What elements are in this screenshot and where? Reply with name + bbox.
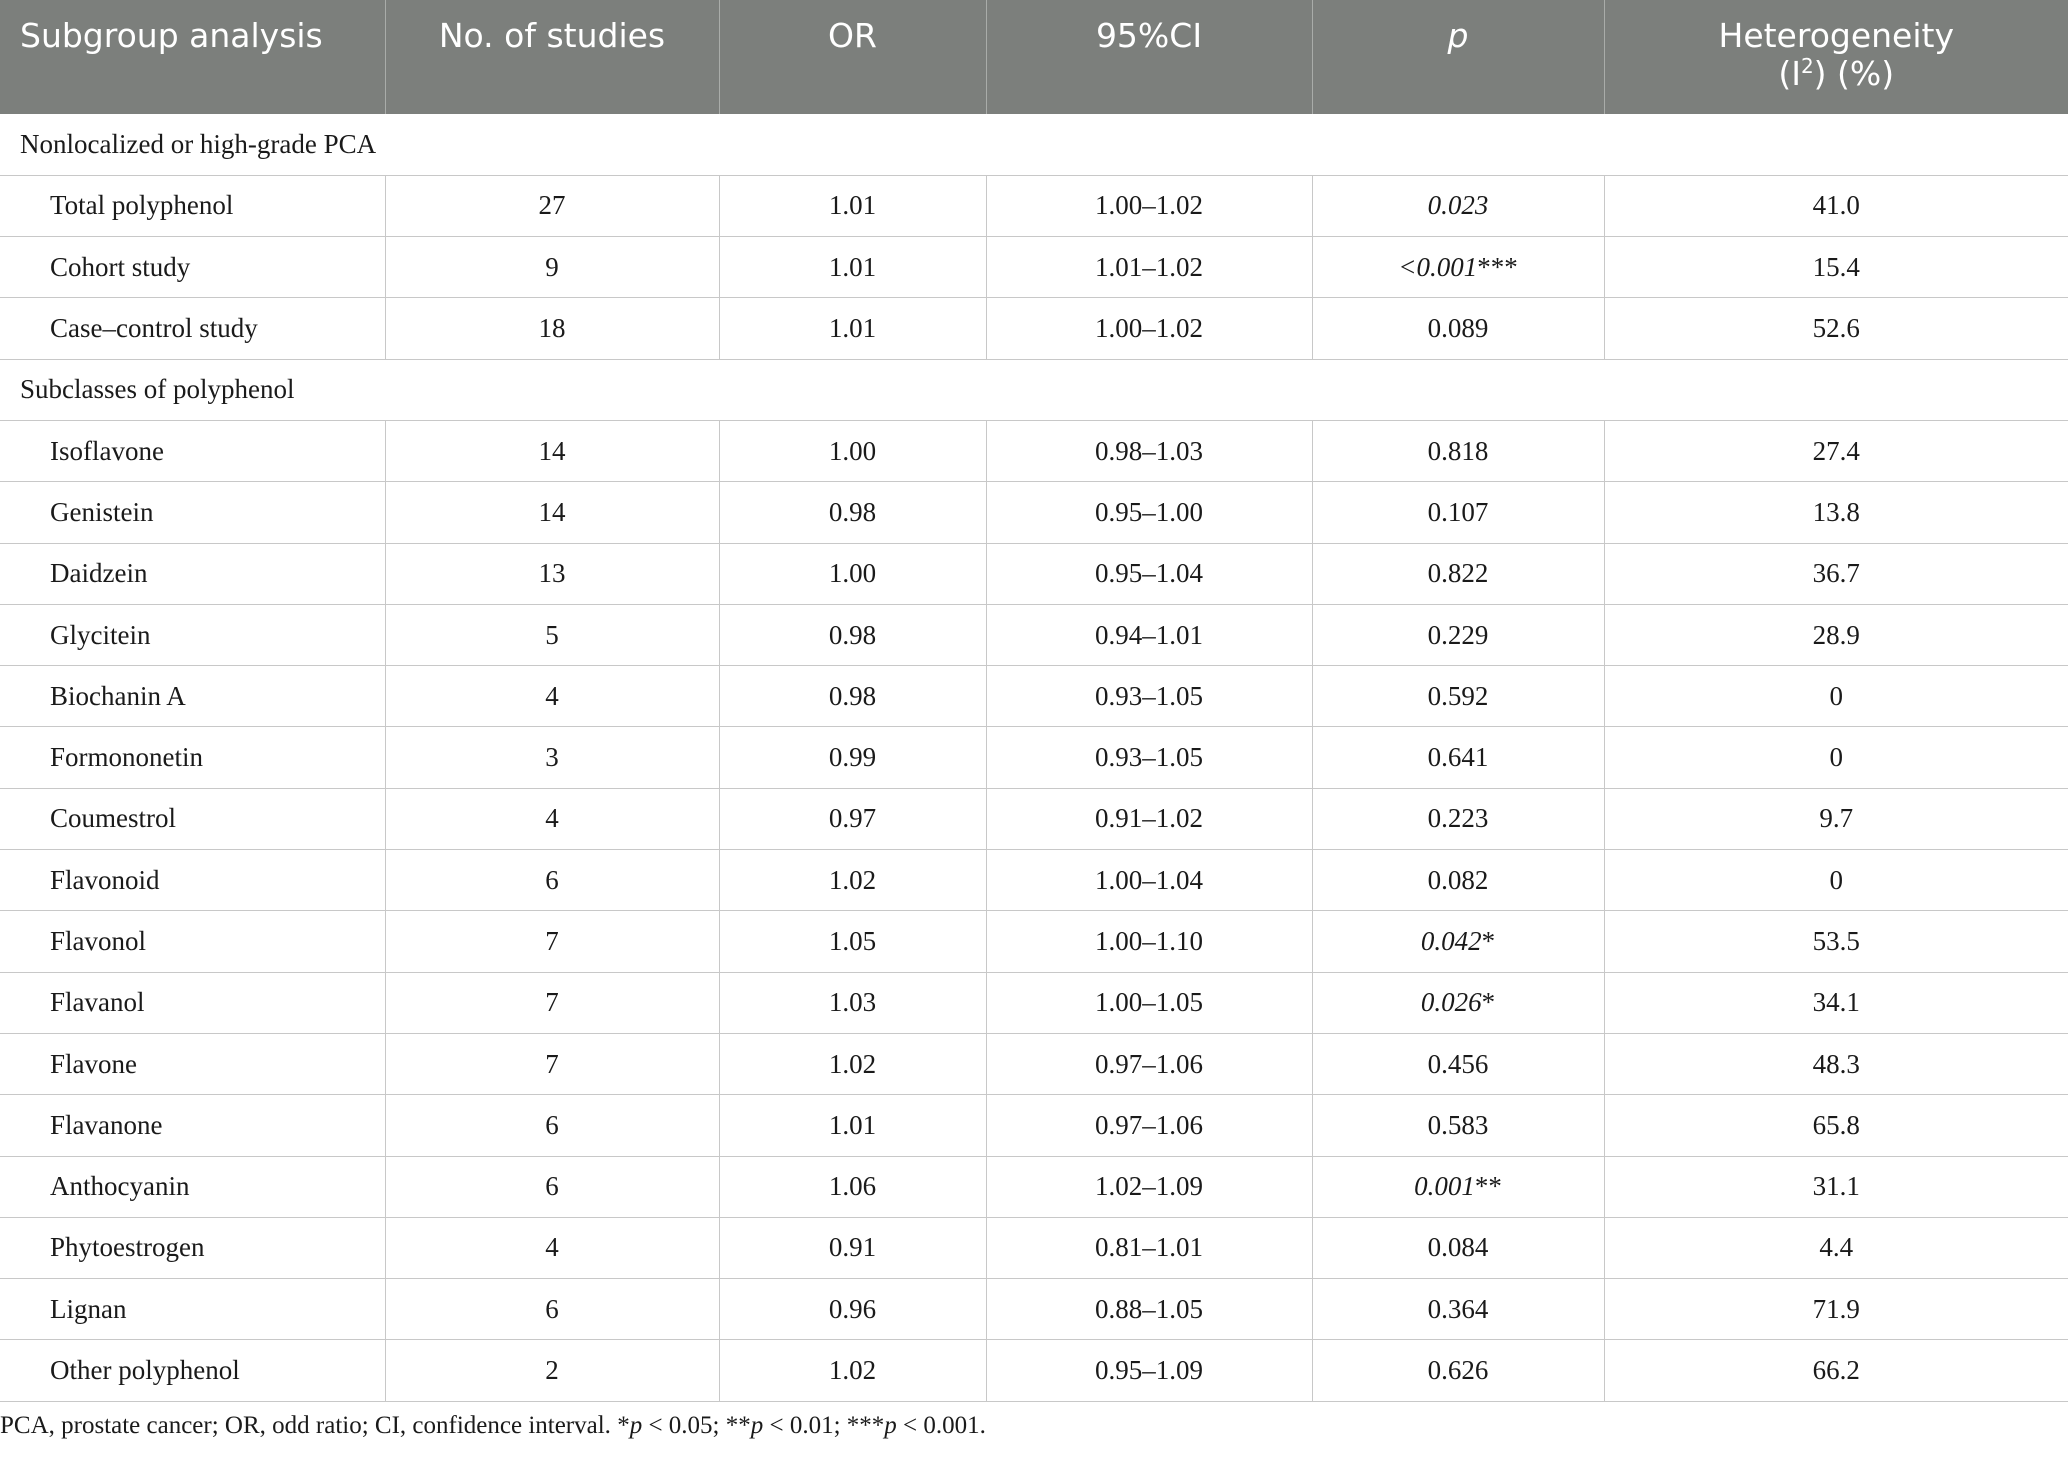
p-significance-mark: ***: [1477, 251, 1518, 282]
footnote-sig1-mark: *: [617, 1412, 630, 1439]
p-value-text: 0.592: [1427, 680, 1489, 711]
table-footnote: [0, 1412, 986, 1440]
table-row: [0, 1156, 2068, 1217]
cell-no-of-studies: 6: [385, 850, 719, 911]
cell-95-ci: 0.95–1.04: [986, 543, 1312, 604]
cell-95-ci: 0.88–1.05: [986, 1279, 1312, 1340]
cell-no-of-studies: 3: [385, 727, 719, 788]
p-value-text: 0.229: [1427, 619, 1489, 650]
cell-p-value: [1312, 850, 1604, 911]
table-row: [0, 911, 2068, 972]
cell-95-ci: 0.97–1.06: [986, 1033, 1312, 1094]
cell-subgroup: Genistein: [0, 482, 385, 543]
cell-or: 1.01: [719, 298, 986, 359]
cell-p-value: [1312, 727, 1604, 788]
section-header-row: [0, 114, 2068, 175]
cell-subgroup: Anthocyanin: [0, 1156, 385, 1217]
cell-p-value: [1312, 1217, 1604, 1278]
p-value-text: 0.042: [1420, 926, 1482, 956]
cell-p-value: [1312, 420, 1604, 481]
cell-no-of-studies: 5: [385, 604, 719, 665]
cell-or: 0.97: [719, 788, 986, 849]
cell-no-of-studies: 14: [385, 482, 719, 543]
cell-or: 1.02: [719, 850, 986, 911]
cell-95-ci: 1.00–1.10: [986, 911, 1312, 972]
cell-or: 0.91: [719, 1217, 986, 1278]
cell-subgroup: Phytoestrogen: [0, 1217, 385, 1278]
table-row: [0, 175, 2068, 236]
cell-or: 1.00: [719, 543, 986, 604]
cell-heterogeneity: 0: [1604, 850, 2068, 911]
cell-heterogeneity: 13.8: [1604, 482, 2068, 543]
cell-heterogeneity: 28.9: [1604, 604, 2068, 665]
section-title: Nonlocalized or high-grade PCA: [0, 114, 2068, 175]
cell-or: 0.96: [719, 1279, 986, 1340]
cell-p-value: [1312, 1279, 1604, 1340]
table-body: [0, 114, 2068, 1401]
cell-subgroup: Other polyphenol: [0, 1340, 385, 1401]
p-value-text: 0.107: [1427, 496, 1489, 527]
p-value-text: 0.583: [1427, 1109, 1489, 1140]
p-value-text: 0.223: [1427, 803, 1489, 834]
cell-heterogeneity: 53.5: [1604, 911, 2068, 972]
cell-heterogeneity: 4.4: [1604, 1217, 2068, 1278]
cell-95-ci: 1.02–1.09: [986, 1156, 1312, 1217]
cell-heterogeneity: 66.2: [1604, 1340, 2068, 1401]
header-heterogeneity-post: ) (%): [1813, 53, 1895, 93]
cell-subgroup: Isoflavone: [0, 420, 385, 481]
cell-no-of-studies: 7: [385, 1033, 719, 1094]
p-value-text: 0.001: [1414, 1171, 1475, 1202]
cell-subgroup: Total polyphenol: [0, 175, 385, 236]
cell-p-value: [1312, 666, 1604, 727]
p-value-text: 0.082: [1427, 864, 1489, 895]
cell-95-ci: 1.00–1.05: [986, 972, 1312, 1033]
cell-95-ci: 0.98–1.03: [986, 420, 1312, 481]
p-value-text: 0.089: [1427, 313, 1489, 344]
cell-heterogeneity: 36.7: [1604, 543, 2068, 604]
cell-no-of-studies: 7: [385, 972, 719, 1033]
header-heterogeneity-sup: 2: [1800, 53, 1814, 78]
cell-no-of-studies: 7: [385, 911, 719, 972]
cell-or: 1.06: [719, 1156, 986, 1217]
cell-95-ci: 0.93–1.05: [986, 666, 1312, 727]
cell-or: 0.98: [719, 666, 986, 727]
cell-or: 1.01: [719, 1095, 986, 1156]
header-or: OR: [719, 0, 986, 114]
cell-no-of-studies: 27: [385, 175, 719, 236]
cell-p-value: [1312, 1156, 1604, 1217]
cell-95-ci: 0.81–1.01: [986, 1217, 1312, 1278]
cell-or: 0.98: [719, 604, 986, 665]
header-heterogeneity-line1: Heterogeneity: [1718, 16, 1954, 55]
cell-p-value: [1312, 175, 1604, 236]
cell-subgroup: Flavanone: [0, 1095, 385, 1156]
cell-95-ci: 1.01–1.02: [986, 237, 1312, 298]
table-row: [0, 1033, 2068, 1094]
p-significance-mark: **: [1474, 1171, 1502, 1202]
cell-no-of-studies: 6: [385, 1156, 719, 1217]
cell-no-of-studies: 2: [385, 1340, 719, 1401]
cell-subgroup: Flavonoid: [0, 850, 385, 911]
cell-subgroup: Case–control study: [0, 298, 385, 359]
cell-subgroup: Cohort study: [0, 237, 385, 298]
cell-p-value: [1312, 298, 1604, 359]
table-row: [0, 604, 2068, 665]
cell-subgroup: Biochanin A: [0, 666, 385, 727]
table-row: [0, 788, 2068, 849]
table-header: [0, 0, 2068, 114]
cell-heterogeneity: 31.1: [1604, 1156, 2068, 1217]
cell-heterogeneity: 52.6: [1604, 298, 2068, 359]
header-p-label: p: [1447, 16, 1469, 55]
p-value-text: 0.364: [1427, 1293, 1489, 1324]
cell-p-value: [1312, 1340, 1604, 1401]
cell-95-ci: 0.91–1.02: [986, 788, 1312, 849]
footnote-sig2-value: < 0.01;: [763, 1412, 847, 1439]
cell-no-of-studies: 4: [385, 666, 719, 727]
cell-subgroup: Coumestrol: [0, 788, 385, 849]
p-value-text: 0.641: [1427, 742, 1489, 773]
cell-heterogeneity: 34.1: [1604, 972, 2068, 1033]
table-row: [0, 972, 2068, 1033]
p-value-text: 0.084: [1427, 1232, 1489, 1263]
cell-95-ci: 0.94–1.01: [986, 604, 1312, 665]
cell-95-ci: 1.00–1.02: [986, 298, 1312, 359]
p-value-text: 0.818: [1427, 435, 1489, 466]
cell-or: 1.02: [719, 1340, 986, 1401]
cell-no-of-studies: 4: [385, 1217, 719, 1278]
table-row: [0, 850, 2068, 911]
cell-p-value: [1312, 237, 1604, 298]
p-value-text: 0.626: [1427, 1355, 1489, 1386]
cell-subgroup: Flavanol: [0, 972, 385, 1033]
cell-heterogeneity: 71.9: [1604, 1279, 2068, 1340]
table-row: [0, 298, 2068, 359]
p-value-text: 0.026: [1420, 987, 1482, 1018]
cell-95-ci: 0.97–1.06: [986, 1095, 1312, 1156]
cell-subgroup: Lignan: [0, 1279, 385, 1340]
footnote-sig2-mark: **: [725, 1412, 751, 1439]
cell-95-ci: 1.00–1.04: [986, 850, 1312, 911]
header-row: [0, 0, 2068, 114]
cell-subgroup: Flavone: [0, 1033, 385, 1094]
section-header-row: [0, 359, 2068, 420]
table-row: [0, 237, 2068, 298]
p-value-text: <0.001: [1398, 251, 1478, 282]
cell-heterogeneity: 65.8: [1604, 1095, 2068, 1156]
cell-no-of-studies: 9: [385, 237, 719, 298]
header-heterogeneity-pre: (I: [1778, 53, 1801, 93]
header-95-ci: 95%CI: [986, 0, 1312, 114]
cell-or: 1.00: [719, 420, 986, 481]
table-row: [0, 482, 2068, 543]
cell-no-of-studies: 6: [385, 1279, 719, 1340]
cell-p-value: [1312, 911, 1604, 972]
table-row: [0, 666, 2068, 727]
cell-or: 1.01: [719, 237, 986, 298]
table-row: [0, 1217, 2068, 1278]
cell-heterogeneity: 9.7: [1604, 788, 2068, 849]
header-subgroup-analysis: Subgroup analysis: [0, 0, 385, 114]
cell-heterogeneity: 27.4: [1604, 420, 2068, 481]
cell-subgroup: Flavonol: [0, 911, 385, 972]
footnote-sig3-p: p: [884, 1412, 897, 1439]
p-significance-mark: *: [1481, 926, 1496, 956]
cell-or: 0.98: [719, 482, 986, 543]
cell-heterogeneity: 48.3: [1604, 1033, 2068, 1094]
cell-p-value: [1312, 482, 1604, 543]
header-p-value: [1312, 0, 1604, 114]
cell-or: 1.05: [719, 911, 986, 972]
cell-heterogeneity: 0: [1604, 727, 2068, 788]
p-value-text: 0.456: [1427, 1048, 1489, 1079]
table-row: [0, 420, 2068, 481]
footnote-sig3-value: < 0.001.: [896, 1412, 986, 1439]
section-title: Subclasses of polyphenol: [0, 359, 2068, 420]
table-row: [0, 1340, 2068, 1401]
cell-subgroup: Daidzein: [0, 543, 385, 604]
cell-no-of-studies: 14: [385, 420, 719, 481]
table-row: [0, 727, 2068, 788]
footnote-sig2-p: p: [750, 1412, 764, 1439]
table-row: [0, 1095, 2068, 1156]
p-significance-mark: *: [1481, 987, 1496, 1018]
cell-subgroup: Formononetin: [0, 727, 385, 788]
cell-or: 1.02: [719, 1033, 986, 1094]
cell-p-value: [1312, 543, 1604, 604]
cell-or: 0.99: [719, 727, 986, 788]
header-no-of-studies: No. of studies: [385, 0, 719, 114]
cell-p-value: [1312, 972, 1604, 1033]
cell-p-value: [1312, 1095, 1604, 1156]
p-value-text: 0.822: [1427, 558, 1489, 589]
cell-95-ci: 1.00–1.02: [986, 175, 1312, 236]
cell-heterogeneity: 0: [1604, 666, 2068, 727]
cell-no-of-studies: 18: [385, 298, 719, 359]
cell-95-ci: 0.95–1.00: [986, 482, 1312, 543]
footnote-intro: PCA, prostate cancer; OR, odd ratio; CI, confidence interval.: [0, 1412, 618, 1439]
header-heterogeneity: [1604, 0, 2068, 114]
cell-p-value: [1312, 1033, 1604, 1094]
cell-no-of-studies: 4: [385, 788, 719, 849]
footnote-sig1-value: < 0.05;: [642, 1412, 726, 1439]
cell-subgroup: Glycitein: [0, 604, 385, 665]
table-row: [0, 1279, 2068, 1340]
cell-95-ci: 0.95–1.09: [986, 1340, 1312, 1401]
cell-95-ci: 0.93–1.05: [986, 727, 1312, 788]
cell-heterogeneity: 41.0: [1604, 175, 2068, 236]
cell-or: 1.03: [719, 972, 986, 1033]
cell-p-value: [1312, 604, 1604, 665]
cell-no-of-studies: 6: [385, 1095, 719, 1156]
footnote-sig1-p: p: [629, 1412, 643, 1439]
p-value-text: 0.023: [1427, 190, 1489, 221]
table-row: [0, 543, 2068, 604]
cell-heterogeneity: 15.4: [1604, 237, 2068, 298]
cell-or: 1.01: [719, 175, 986, 236]
cell-no-of-studies: 13: [385, 543, 719, 604]
cell-p-value: [1312, 788, 1604, 849]
footnote-sig3-mark: ***: [846, 1412, 885, 1439]
